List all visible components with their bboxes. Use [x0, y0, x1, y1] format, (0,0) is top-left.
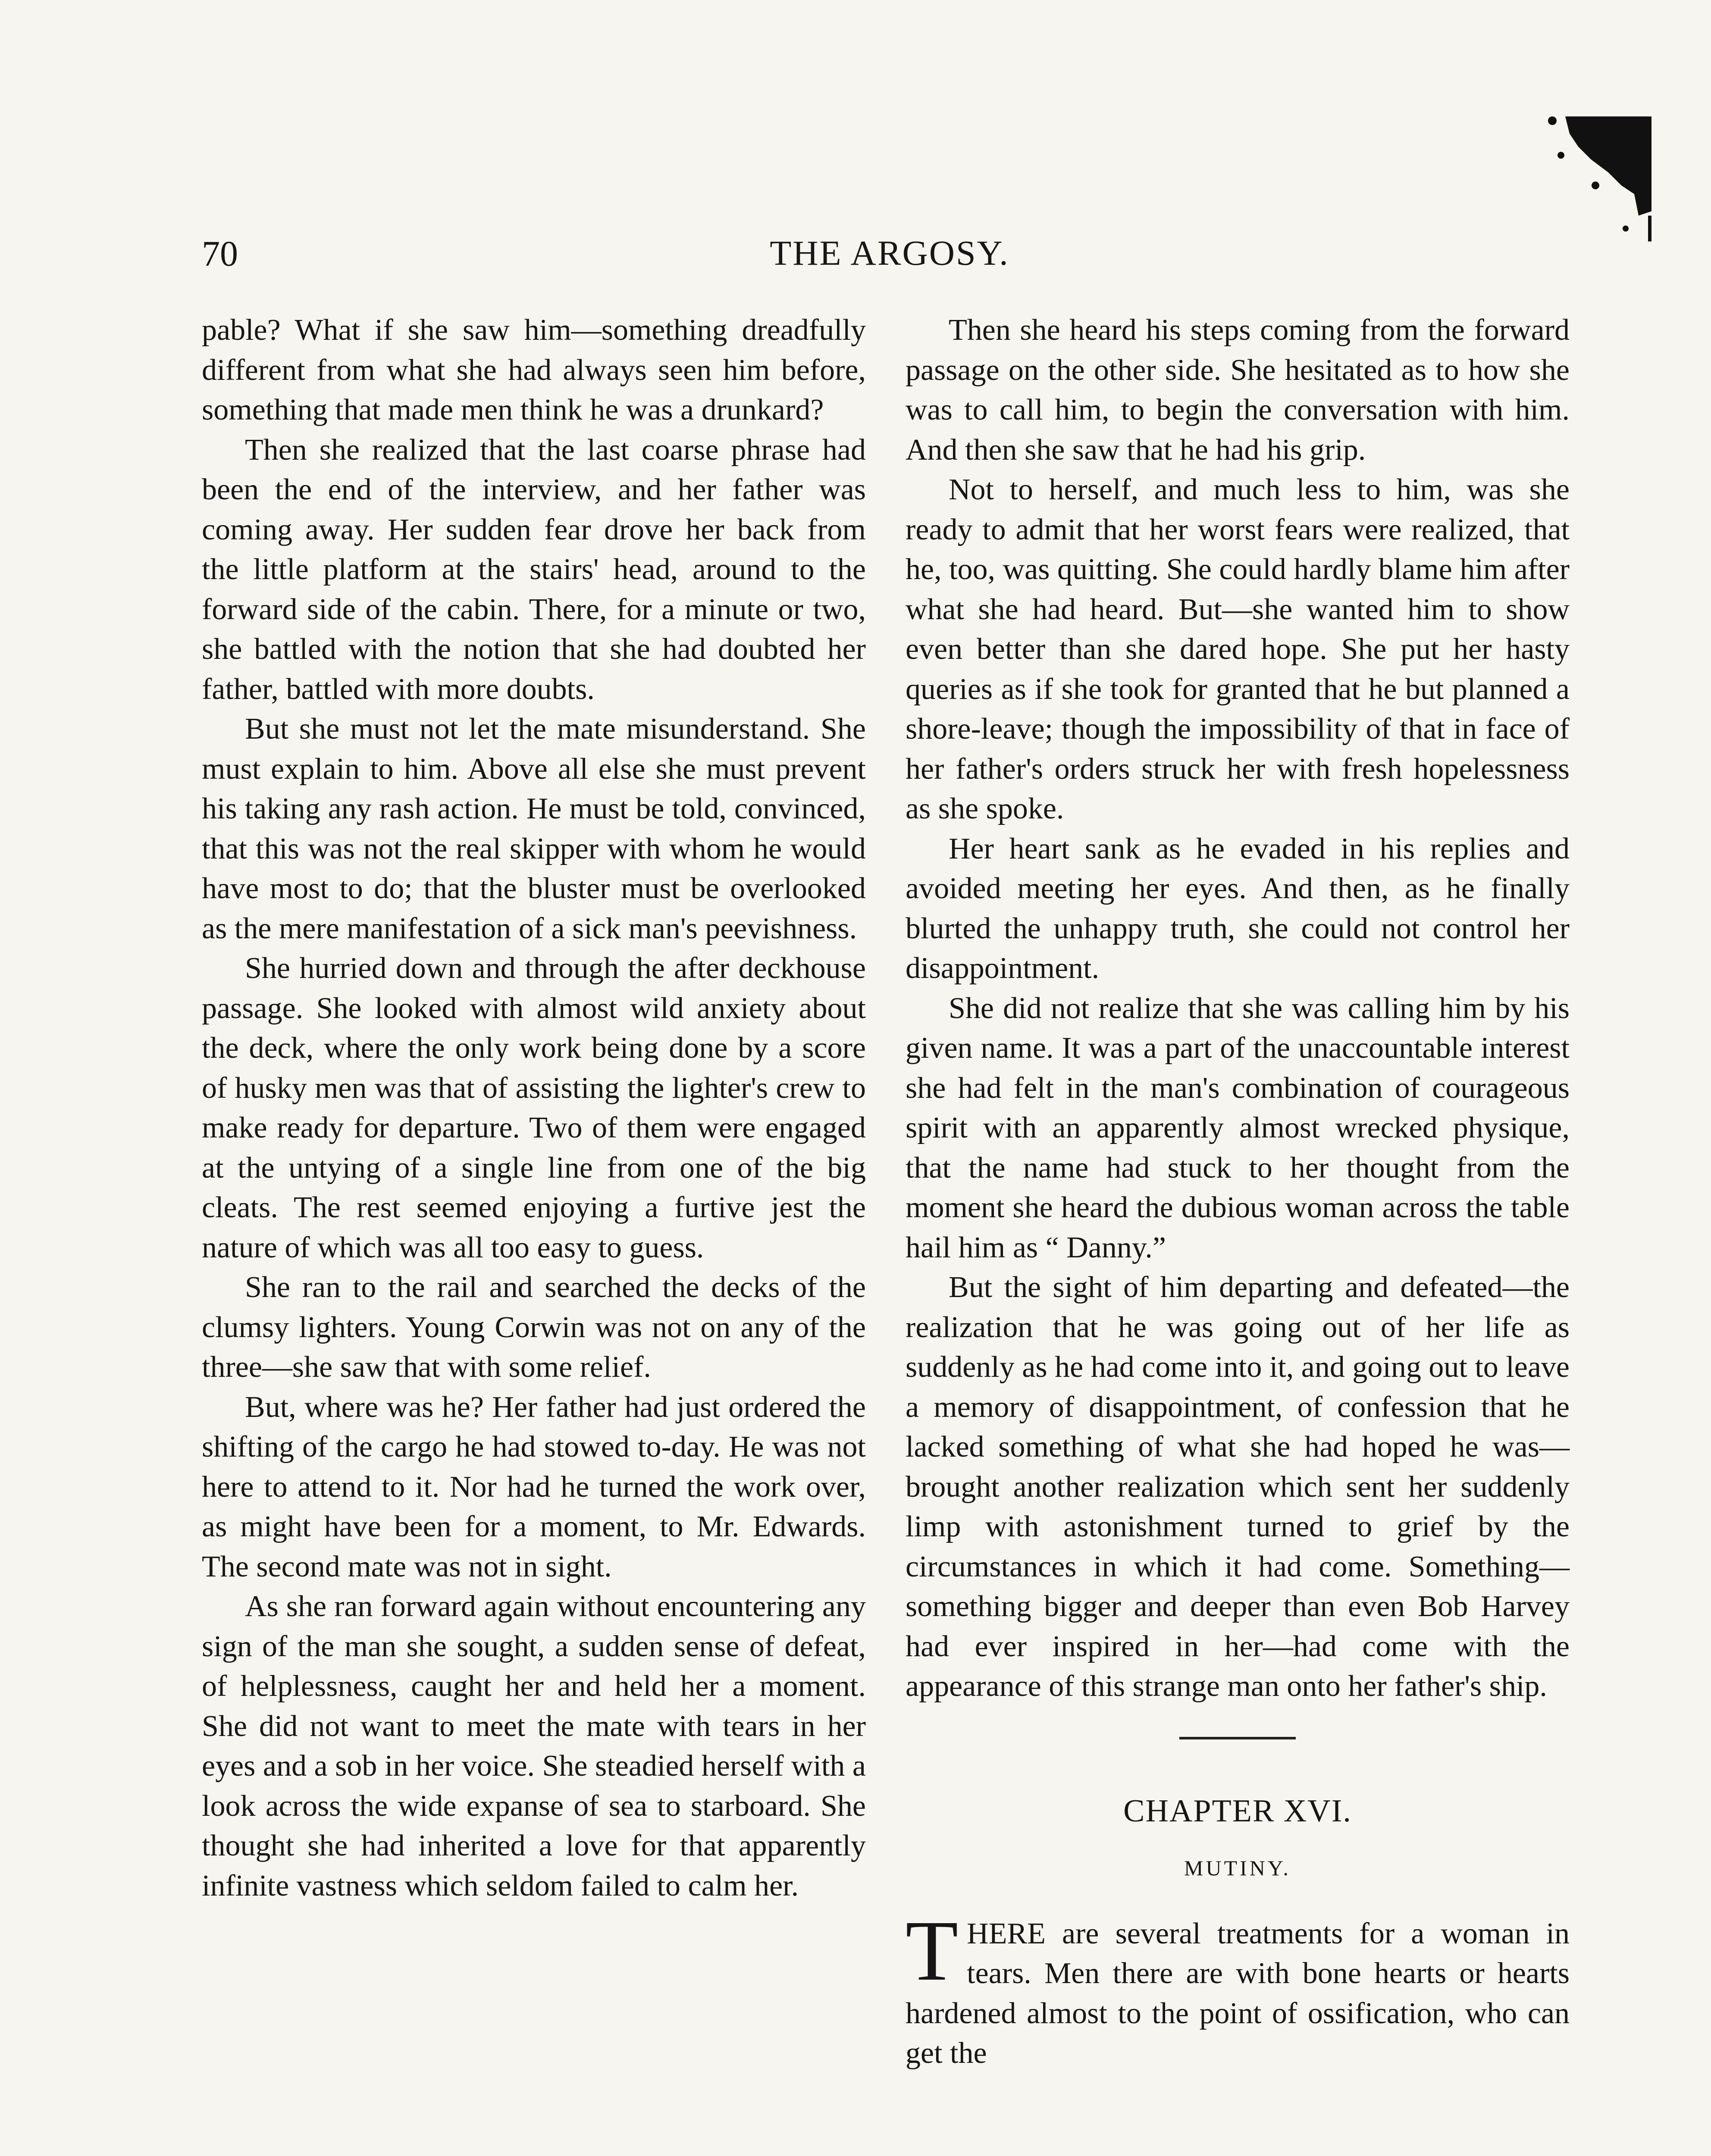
paragraph: pable? What if she saw him—something dreadfully different from what she had always seen him before, something that made men think he was a drunkard?: [202, 313, 866, 426]
section-divider: [1179, 1737, 1296, 1739]
paragraph: As she ran forward again without encountering any sign of the man she sought, a sudden sense of defeat, of helplessness, caught her and held her a moment. She did not want to meet the mate with tears in her eyes and a sob in her voice. She steadied herself with a look across the wide expanse of sea to starboard. She thought she had inherited a love for that apparently infinite vastness which seldom failed to calm her.: [202, 1590, 866, 1902]
paragraph: She hurried down and through the after deckhouse passage. She looked with almost wild anxiety about the deck, where the only work being done by a score of husky men was that of assisting the lighter's crew to make ready for departure. Two of them were engaged at the untying of a single line from one of the big cleats. The rest seemed enjoying a furtive jest the nature of which was all too easy to guess.: [202, 952, 866, 1264]
paragraph: Her heart sank as he evaded in his replies and avoided meeting her eyes. And then, as he finally blurted the unhappy truth, she could not control her disappointment.: [906, 832, 1570, 985]
drop-cap: T: [906, 1903, 959, 1999]
paragraph: But, where was he? Her father had just ordered the shifting of the cargo he had stowed to-day. He was not here to attend to it. Nor had he turned the work over, as might have been for a moment, to Mr. Edwards. The second mate was not in sight.: [202, 1390, 866, 1583]
right-column: [906, 310, 1570, 2074]
paragraph: Then she realized that the last coarse phrase had been the end of the interview, and her father was coming away. Her sudden fear drove her back from the little platform at the stairs' head, around to the forward side of the cabin. There, for a minute or two, she battled with the notion that she had doubted her father, battled with more doubts.: [202, 433, 866, 706]
page-number: 70: [202, 234, 238, 274]
paragraph: But the sight of him departing and defeated—the realization that he was going out of her life as suddenly as he had come into it, and going out to leave a memory of disappointment, of confession that he lacked something of what she had hoped he was—brought another realization which sent her suddenly limp with astonishment turned to grief by the circumstances in which it had come. Something—something bigger and deeper than even Bob Harvey had ever inspired in her—had come with the appearance of this strange man onto her father's ship.: [906, 1271, 1570, 1703]
paragraph: She ran to the rail and searched the decks of the clumsy lighters. Young Corwin was not on any of the three—she saw that with some relief.: [202, 1271, 866, 1384]
paragraph: But she must not let the mate misunderstand. She must explain to him. Above all else she must prevent his taking any rash action. He must be told, convinced, that this was not the real skipper with whom he would have most to do; that the bluster must be overlooked as the mere manifestation of a sick man's peevishness.: [202, 712, 866, 945]
chapter-subtitle: MUTINY.: [1184, 1856, 1291, 1880]
page-header: [202, 233, 1577, 280]
left-column: [202, 310, 866, 1906]
chapter-title: CHAPTER XVI.: [1123, 1793, 1352, 1829]
paragraph: Then she heard his steps coming from the forward passage on the other side. She hesitated as to how she was to call him, to begin the conversation with him. And then she saw that he had his grip.: [906, 313, 1570, 467]
paragraph: Not to herself, and much less to him, was she ready to admit that her worst fears were realized, that he, too, was quitting. She could hardly blame him after what she had heard. But—she wanted him to show even better than she dared hope. She put her hasty queries as if she took for granted that he but planned a shore-leave; though the impossibility of that in face of her father's orders struck her with fresh hopelessness as she spoke.: [906, 473, 1570, 825]
paragraph: She did not realize that she was calling him by his given name. It was a part of the unaccountable interest she had felt in the man's combination of courageous spirit with an apparently almost wrecked physique, that the name had stuck to her thought from the moment she heard the dubious woman across the table hail him as “ Danny.”: [906, 991, 1570, 1264]
running-title: THE ARGOSY.: [770, 233, 1009, 273]
chapter-opening-paragraph: [906, 1903, 1570, 2074]
ink-blot-icon: [1535, 108, 1664, 246]
chapter-opening-text: HERE are several treatments for a woman in tears. Men there are with bone hearts or hearts hardened almost to the point of ossification, who can get the: [906, 1917, 1570, 2070]
